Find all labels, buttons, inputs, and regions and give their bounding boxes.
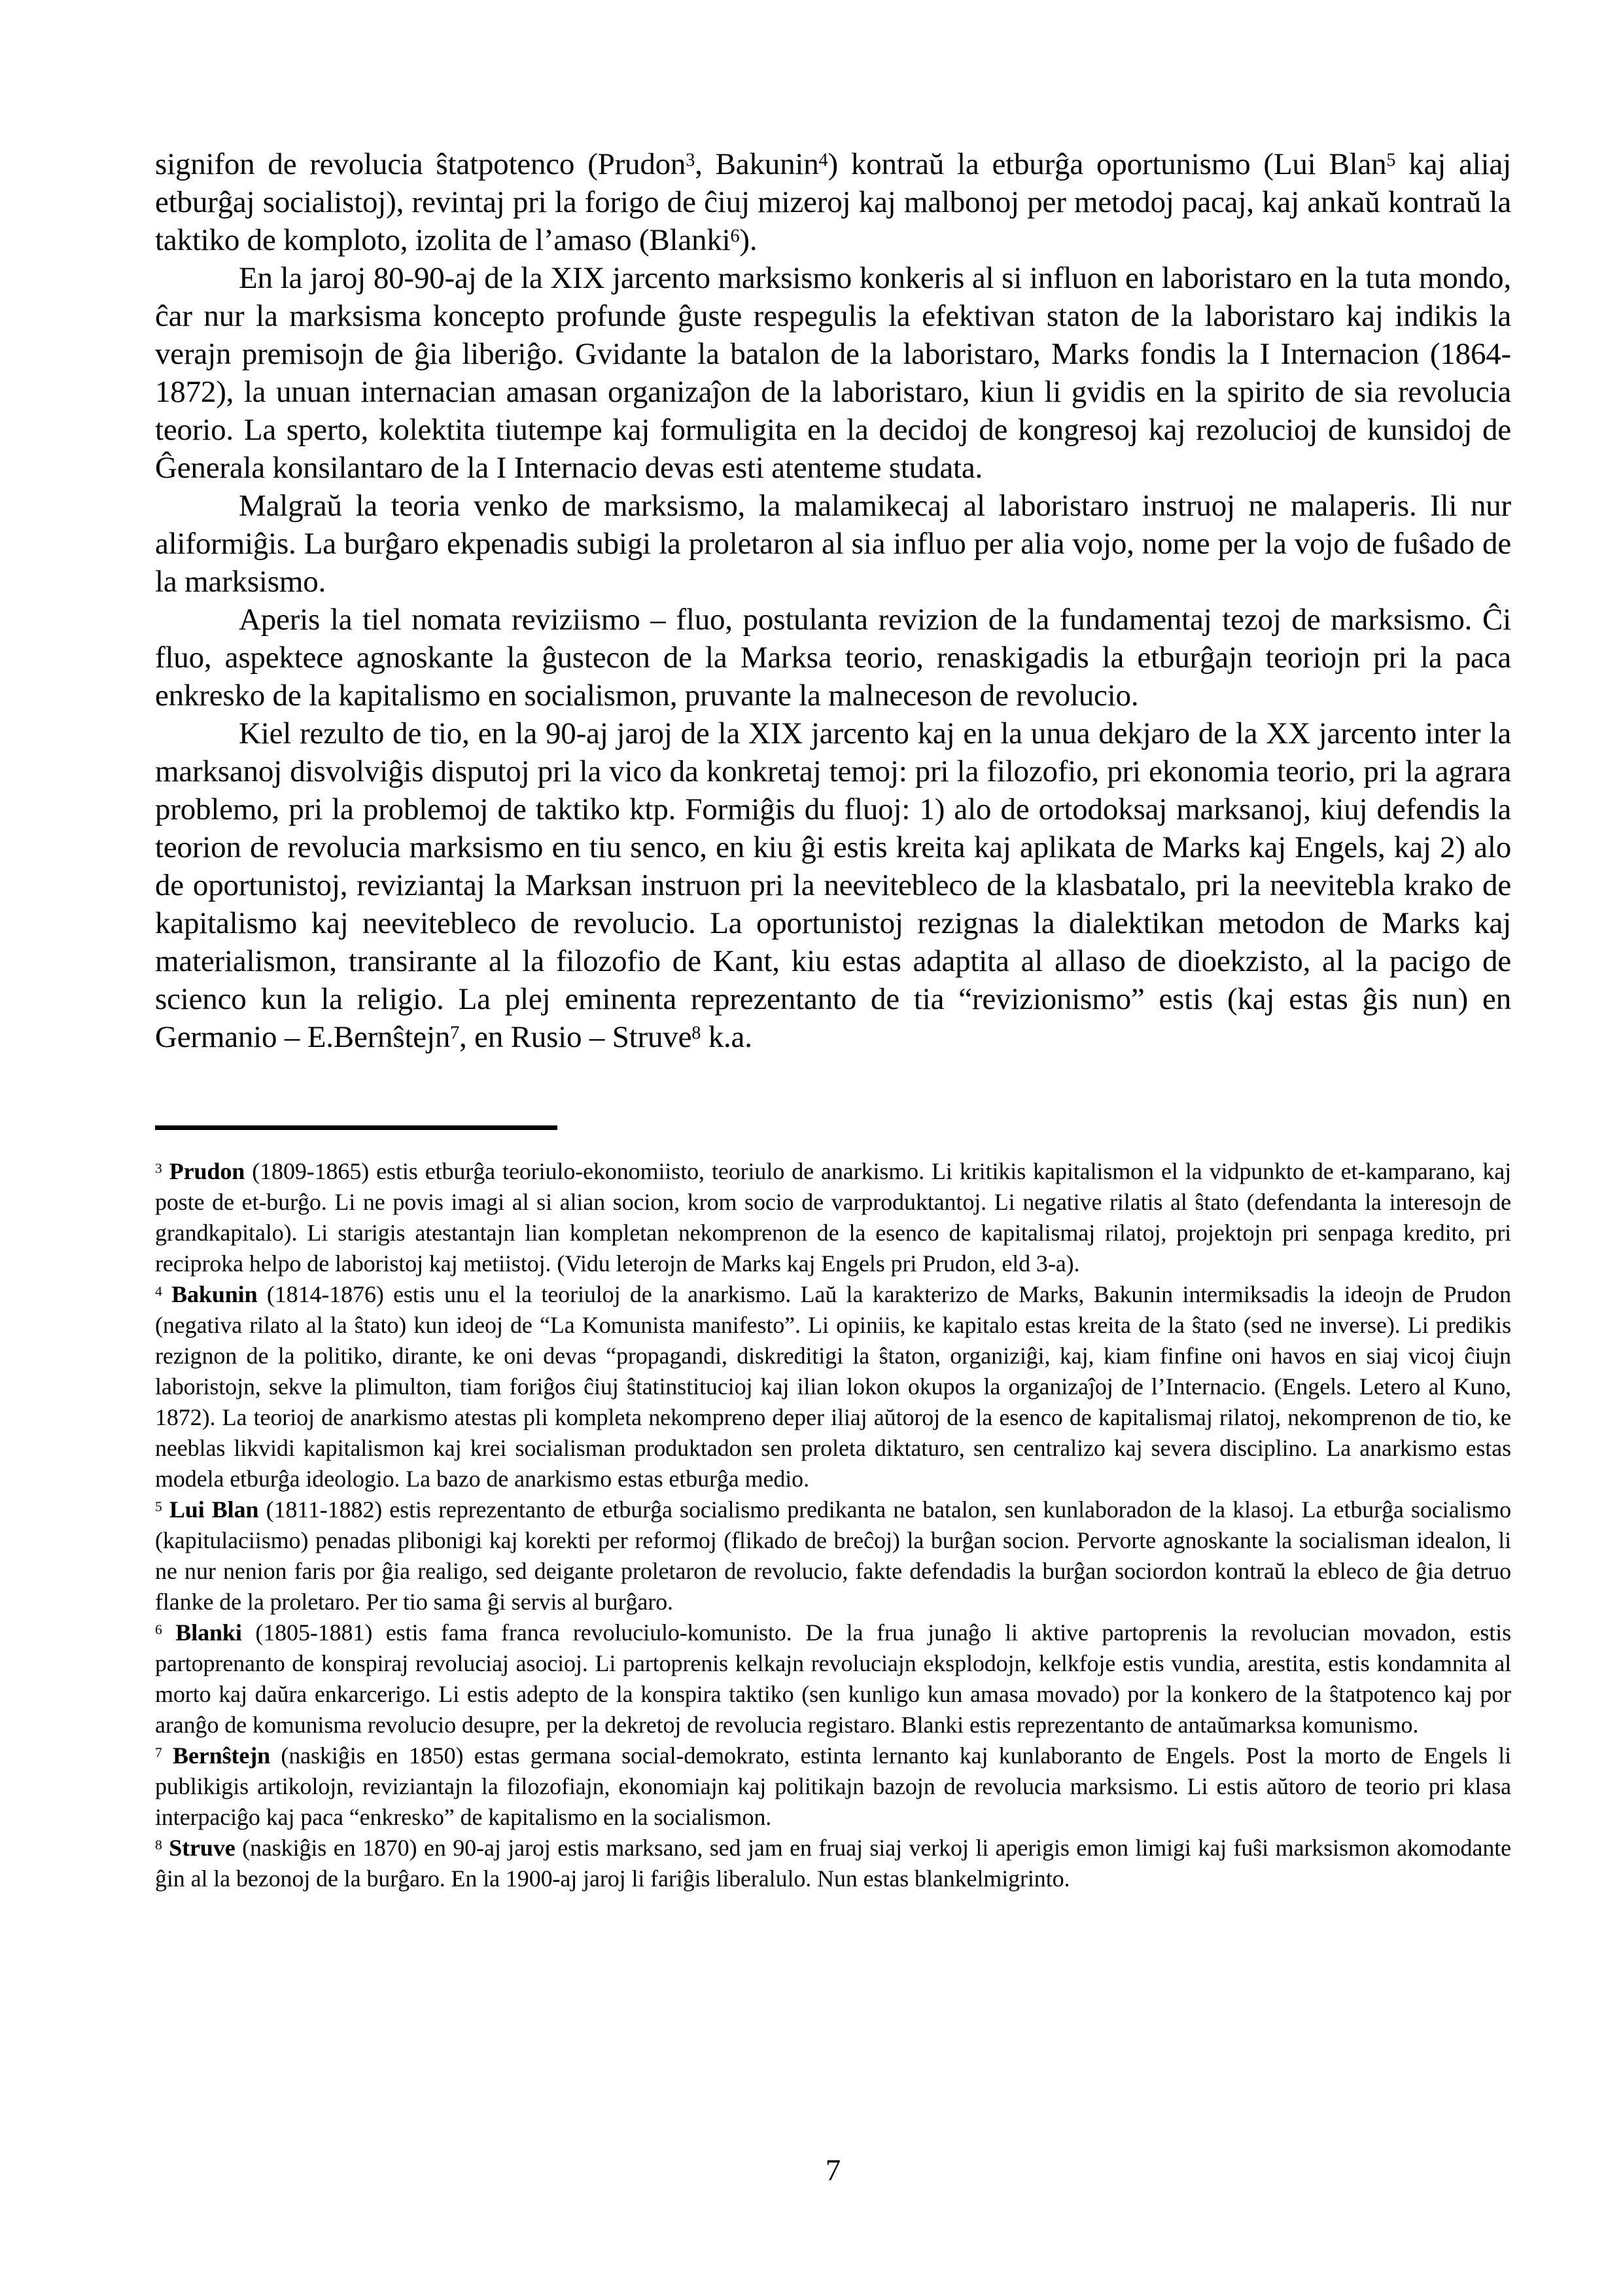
footnote-marker: 5 — [155, 1498, 162, 1515]
paragraph: En la jaroj 80-90-aj de la XIX jarcento marksismo konkeris al si influon en laboristaro en la tuta mondo, ĉar nur la marksisma koncepto profunde ĝuste respegulis la efektivan staton de la laboristaro kaj indikis la verajn premisojn de ĝia liberiĝo. Gvidante la batalon de la laboristaro, Marks fondis la I Internacion (1864-1872), la unuan internacian amasan organizaĵon de la laboristaro, kiun li gvidis en la spirito de sia revolucia teorio. La sperto, kolektita tiutempe kaj formuligita en la decidoj de kongresoj kaj rezolucioj de kunsidoj de Ĝenerala konsilantaro de la I Internacio devas esti atenteme studata. — [155, 261, 1511, 485]
footnote-marker: 8 — [155, 1837, 162, 1853]
footnote-term: Bernŝtejn — [173, 1742, 271, 1769]
body-text — [155, 145, 1511, 1056]
footnote: $^5$ Lui Blan (1811-1882) estis reprezentanto de etburĝa socialismo predikanta ne batalon, sen kunlaboradon de la klasoj. La etburĝa socialismo (kapitulaciismo) penadas plibonigi kaj korekti per reformoj (flikado de breĉoj) la burĝan socion. Pervorte agnoskante la socialisman idealon, li ne nur nenion faris por ĝia realigo, sed deigante proletaron de revolucio, fakte defendadis la burĝan sociordon kontraŭ la ebleco de ĝia detruo flanke de la proletaro. Per tio sama ĝi servis al burĝaro. — [155, 1496, 1511, 1615]
footnote-marker: 3 — [155, 1160, 162, 1176]
footnote: $^3$ Prudon (1809-1865) estis etburĝa teoriulo-ekonomiisto, teoriulo de anarkismo. Li kritikis kapitalismon el la vidpunkto de et-kamparano, kaj poste de et-burĝo. Li ne povis imagi al si alian socion, krom socio de varproduktantoj. Li negative rilatis al ŝtato (defendanta la interesojn de grandkapitalo). Li starigis atestantajn lian kompletan nekomprenon de la esenco de kapitalismaj rilatoj, projektojn pri senpaga kredito, pri reciproka helpo de laboristoj kaj metiistoj. (Vidu leterojn de Marks kaj Engels pri Prudon, eld 3-a). — [155, 1158, 1511, 1277]
paragraph: Kiel rezulto de tio, en la 90-aj jaroj de la XIX jarcento kaj en la unua dekjaro de la XX jarcento inter la marksanoj disvolviĝis disputoj pri la vico da konkretaj temoj: pri la filozofio, pri ekonomia teorio, pri la agrara problemo, pri la problemoj de taktiko ktp. Formiĝis du fluoj: 1) alo de ortodoksaj marksanoj, kiuj defendis la teorion de revolucia marksismo en tiu senco, en kiu ĝi estis kreita kaj aplikata de Marks kaj Engels, kaj 2) alo de oportunistoj, reviziantaj la Marksan instruon pri la neevitebleco de la klasbatalo, pri la neevitebla krako de kapitalismo kaj neevitebleco de revolucio. La oportunistoj rezignas la dialektikan metodon de Marks kaj materialismon, transirante al la filozofio de Kant, kiu estas adaptita al allaso de dioekzisto, al la pacigo de scienco kun la religio. La plej eminenta reprezentanto de tia “revizionismo” estis (kaj estas ĝis nun) en Germanio – E.Bernŝtejn$^7$, en Rusio – Struve$^8$ k.a. — [155, 716, 1511, 1054]
footnote-ref: 6 — [730, 226, 740, 247]
footnote-ref: 5 — [1386, 150, 1396, 171]
footnote-ref: 3 — [686, 150, 695, 171]
footnote: $^8$ Struve (naskiĝis en 1870) en 90-aj jaroj estis marksano, sed jam en fruaj siaj verkoj li aperigis emon limigi kaj fuŝi marksismon akomodante ĝin al la bezonoj de la burĝaro. En la 1900-aj jaroj li fariĝis liberalulo. Nun estas blankelmigrinto. — [155, 1835, 1512, 1892]
footnote-term: Bakunin — [171, 1281, 258, 1307]
paragraph: signifon de revolucia ŝtatpotenco (Prudon$^3$, Bakunin$^4$) kontraŭ la etburĝa oportunismo (Lui Blan$^5$ kaj aliaj etburĝaj socialistoj), revintaj pri la forigo de ĉiuj mizeroj kaj malbonoj per metodoj pacaj, kaj ankaŭ kontraŭ la taktiko de komploto, izolita de l’amaso (Blanki$^6$). — [155, 147, 1511, 257]
footnote-term: Prudon — [169, 1158, 245, 1184]
footnote-term: Blanki — [175, 1619, 242, 1646]
paragraph: Aperis la tiel nomata reviziismo – fluo, postulanta revizion de la fundamentaj tezoj de marksismo. Ĉi fluo, aspektece agnoskante la ĝustecon de la Marksa teorio, renaskigadis la etburĝajn teoriojn pri la paca enkresko de la kapitalismo en socialismon, pruvante la malneceson de revolucio. — [155, 603, 1511, 713]
footnote-term: Struve — [169, 1835, 236, 1861]
footnote-ref: 8 — [691, 1023, 701, 1044]
footnote-marker: 4 — [155, 1283, 162, 1299]
footnotes-section — [155, 1156, 1511, 1894]
paragraph: Malgraŭ la teoria venko de marksismo, la malamikecaj al laboristaro instruoj ne malaperis. Ili nur aliformiĝis. La burĝaro ekpenadis subigi la proletaron al sia influo per alia vojo, nome per la vojo de fuŝado de la marksismo. — [155, 489, 1511, 599]
footnote-ref: 7 — [450, 1023, 460, 1044]
footnote: $^7$ Bernŝtejn (naskiĝis en 1850) estas germana social-demokrato, estinta lernanto kaj kunlaboranto de Engels. Post la morto de Engels li publikigis artikolojn, reviziantajn la filozofiajn, ekonomiajn kaj politikajn bazojn de revolucia marksismo. Li estis aŭtoro de teorio pri klasa interpaciĝo kaj paca “enkresko” de kapitalismo en la socialismon. — [155, 1742, 1511, 1830]
footnote: $^6$ Blanki (1805-1881) estis fama franca revoluciulo-komunisto. De la frua junaĝo li aktive partoprenis la revolucian movadon, estis partoprenanto de konspiraj revoluciaj asocioj. Li partoprenis kelkajn revoluciajn eksplodojn, kelkfoje estis vundia, arestita, estis kondamnita al morto kaj daŭra enkarcerigo. Li estis adepto de la konspira taktiko (sen kunligo kun amasa movado) por la konkero de la ŝtatpotenco kaj por aranĝo de komunisma revolucio desupre, per la dekretoj de revolucia registaro. Blanki estis reprezentanto de antaŭmarksa komunismo. — [155, 1619, 1511, 1738]
footnote-ref: 4 — [818, 150, 828, 171]
footnote-separator — [155, 1125, 557, 1130]
text-block — [155, 145, 1511, 1894]
footnote-marker: 7 — [155, 1744, 162, 1761]
page-number: 7 — [825, 2153, 841, 2187]
footnote-term: Lui Blan — [169, 1496, 259, 1523]
footnote: $^4$ Bakunin (1814-1876) estis unu el la teoriuloj de la anarkismo. Laŭ la karakterizo de Marks, Bakunin intermiksadis la ideojn de Prudon (negativa rilato al la ŝtato) kun ideoj de “La Komunista manifesto”. Li opiniis, ke kapitalo estas kreita de la ŝtato (sed ne inverse). Li predikis rezignon de la politiko, dirante, ke oni devas “propagandi, diskreditigi la ŝtaton, organiziĝi, kaj, kiam finfine oni havos en siaj vicoj ĉiujn laboristojn, sekve la plimulton, tiam foriĝos ĉiuj ŝtatinstitucioj kaj ilian lokon okupos la organizaĵoj de l’Internacio. (Engels. Letero al Kuno, 1872). La teorioj de anarkismo atestas pli kompleta nekompreno deper iliaj aŭtoroj de la esenco de kapitalismaj rilatoj, nekomprenon de tio, ke neeblas likvidi kapitalismon kaj krei socialisman produktadon sen proleta diktaturo, sen centralizo kaj severa disciplino. La anarkismo estas modela etburĝa ideologio. La bazo de anarkismo estas etburĝa medio. — [155, 1281, 1512, 1492]
footnote-marker: 6 — [155, 1621, 162, 1638]
